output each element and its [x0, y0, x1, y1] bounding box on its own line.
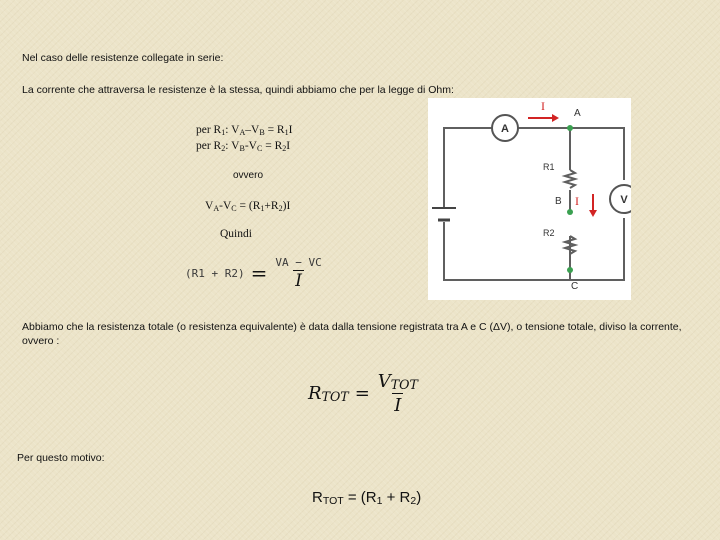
quindi-label: Quindi: [220, 228, 252, 240]
equation-r1: per $R_1$: $V_A-V_B = R_1I$: [196, 124, 293, 137]
equation-r2: per $R_2$: $V_B-V_C = R_2I$: [196, 140, 291, 153]
circuit-svg: [428, 98, 631, 300]
current-arrow-mid-head: [589, 210, 597, 217]
rtot-numerator: $V_{TOT}$: [377, 371, 418, 392]
resistance-formula: [185, 256, 324, 290]
resistor-r2-label: R2: [543, 228, 555, 238]
node-c-dot: [567, 267, 573, 273]
ohm-law-line: La corrente che attraversa le resistenze è la stessa, quindi abbiamo che per la legge di Ohm:: [22, 84, 454, 96]
current-label-mid: I: [575, 194, 579, 208]
circuit-wires: [444, 128, 624, 280]
current-label-top: I: [541, 99, 545, 113]
formula-denominator: I: [295, 271, 302, 291]
node-b-dot: [567, 209, 573, 215]
current-arrow-top-head: [552, 114, 559, 122]
resistor-r1-label: R1: [543, 162, 555, 172]
rtot-lhs: $R_{TOT}$: [308, 383, 349, 404]
current-arrow-top: [528, 99, 559, 122]
formula-numerator: VA − VC: [275, 256, 322, 269]
node-c-label: C: [571, 281, 579, 292]
formula-equals: =: [250, 261, 268, 285]
battery: [432, 208, 456, 220]
resistor-r1: [565, 170, 575, 188]
node-b-label: B: [555, 196, 562, 207]
rtot-equals: =: [354, 383, 370, 404]
formula-lhs: (R1 + R2): [185, 266, 245, 280]
intro-line: Nel caso delle resistenze collegate in serie:: [22, 52, 224, 64]
voltmeter-symbol: [610, 185, 631, 213]
rtot-formula: [308, 371, 420, 416]
per-questo-label: Per questo motivo:: [17, 452, 105, 464]
rtot-fraction: [376, 371, 420, 416]
node-a-dot: [567, 125, 573, 131]
equation-total-voltage: $V_A-V_C = (R_1+R_2)I$: [205, 200, 291, 213]
paragraph-line-2: ovvero :: [22, 335, 60, 347]
circuit-diagram: [428, 98, 631, 300]
ammeter-symbol: [492, 115, 518, 141]
paragraph-line-1: Abbiamo che la resistenza totale (o resistenza equivalente) è data dalla tensione registrata tra A e C (ΔV), o tensione totale, diviso la corrente,: [22, 321, 682, 333]
node-a-label: A: [574, 108, 581, 119]
ammeter-label: A: [501, 123, 509, 135]
rtot-denominator: I: [394, 395, 402, 416]
formula-fraction: [273, 256, 323, 290]
final-result: $R_{TOT} = (R_1 + R_2)$: [312, 489, 422, 507]
ovvero-label: ovvero: [233, 170, 264, 181]
voltmeter-label: V: [620, 194, 628, 206]
current-arrow-mid: [575, 194, 597, 217]
